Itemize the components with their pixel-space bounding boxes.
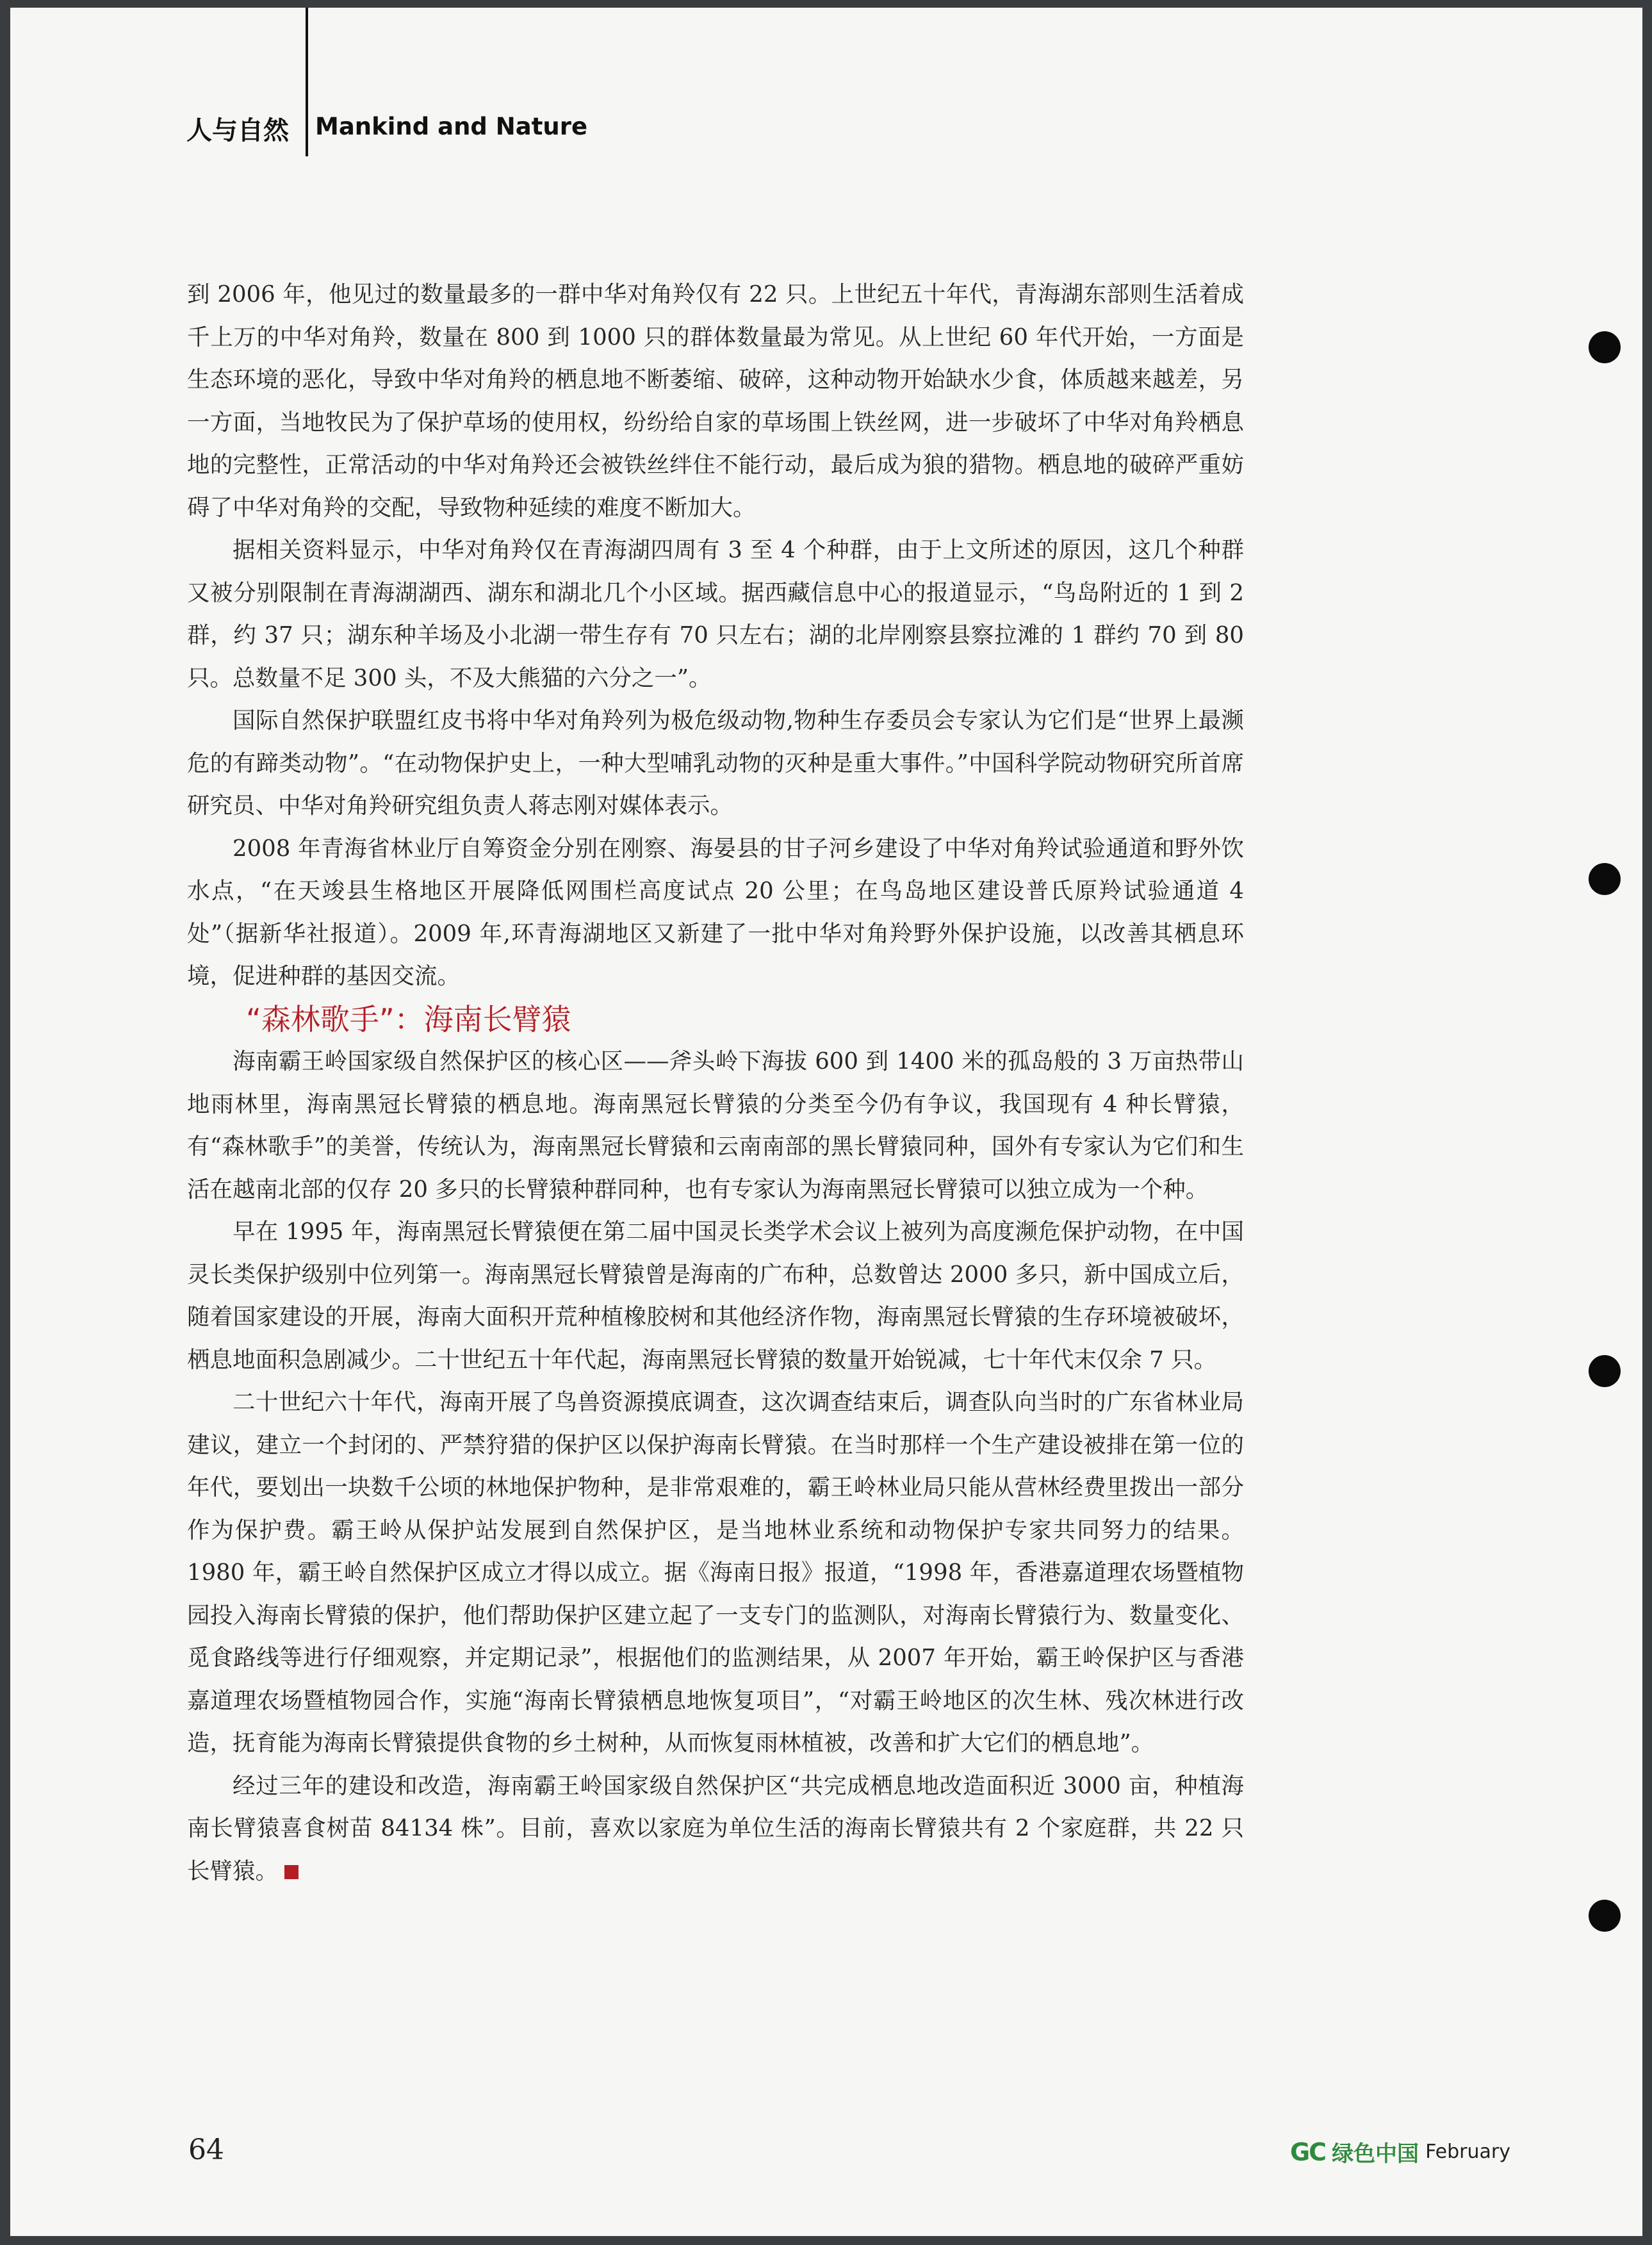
magazine-logo: GC — [1289, 2137, 1326, 2166]
end-of-article-mark — [284, 1865, 299, 1879]
paragraph-text: 经过三年的建设和改造，海南霸王岭国家级自然保护区“共完成栖息地改造面积近 3000 亩，种植海南长臂猿喜食树苗 84134 株”。目前，喜欢以家庭为单位生活的海南长臂猿共有 2 个家庭群，共 22 只长臂猿。 — [187, 1772, 1244, 1884]
final-paragraph — [187, 1765, 1244, 1893]
paragraph: 海南霸王岭国家级自然保护区的核心区——斧头岭下海拔 600 到 1400 米的孤岛般的 3 万亩热带山地雨林里，海南黑冠长臂猿的栖息地。海南黑冠长臂猿的分类至今仍有争议，我国现有 4 种长臂猿，有“森林歌手”的美誉，传统认为，海南黑冠长臂猿和云南南部的黑长臂猿同种，国外有专家认为它们和生活在越南北部的仅存 20 多只的长臂猿种群同种，也有专家认为海南黑冠长臂猿可以独立成为一个种。 — [187, 1048, 1244, 1203]
magazine-name: 绿色中国 — [1332, 2141, 1419, 2167]
article-body — [187, 274, 1244, 1893]
section-title-chinese: 人与自然 — [186, 116, 289, 145]
paragraph: 早在 1995 年，海南黑冠长臂猿便在第二届中国灵长类学术会议上被列为高度濒危保护动物，在中国灵长类保护级别中位列第一。海南黑冠长臂猿曾是海南的广布种，总数曾达 2000 多只，新中国成立后，随着国家建设的开展，海南大面积开荒种植橡胶树和其他经济作物，海南黑冠长臂猿的生存环境被破坏，栖息地面积急剧减少。二十世纪五十年代起，海南黑冠长臂猿的数量开始锐减，七十年代末仅余 7 只。 — [187, 1219, 1244, 1373]
magazine-page — [10, 8, 1642, 2236]
section-title-english: Mankind and Nature — [315, 113, 588, 140]
footer-masthead — [1290, 2136, 1510, 2167]
paragraph: 国际自然保护联盟红皮书将中华对角羚列为极危级动物,物种生存委员会专家认为它们是“世界上最濒危的有蹄类动物”。“在动物保护史上，一种大型哺乳动物的灭种是重大事件。”中国科学院动物研究所首席研究员、中华对角羚研究组负责人蒋志刚对媒体表示。 — [187, 707, 1244, 819]
binder-hole — [1589, 863, 1621, 895]
paragraph: 据相关资料显示，中华对角羚仅在青海湖四周有 3 至 4 个种群，由于上文所述的原因，这几个种群又被分别限制在青海湖湖西、湖东和湖北几个小区域。据西藏信息中心的报道显示，“鸟岛附近的 1 到 2 群，约 37 只；湖东种羊场及小北湖一带生存有 70 只左右；湖的北岸刚察县察拉滩的 1 群约 70 到 80 只。总数量不足 300 头，不及大熊猫的六分之一”。 — [187, 537, 1244, 691]
paragraph: 2008 年青海省林业厅自筹资金分别在刚察、海晏县的甘子河乡建设了中华对角羚试验通道和野外饮水点，“在天竣县生格地区开展降低网围栏高度试点 20 公里；在鸟岛地区建设普氏原羚试验通道 4 处”（据新华社报道）。2009 年,环青海湖地区又新建了一批中华对角羚野外保护设施，以改善其栖息环境，促进种群的基因交流。 — [187, 835, 1244, 989]
paragraph: 到 2006 年，他见过的数量最多的一群中华对角羚仅有 22 只。上世纪五十年代，青海湖东部则生活着成千上万的中华对角羚，数量在 800 到 1000 只的群体数量最为常见。从上世纪 60 年代开始，一方面是生态环境的恶化，导致中华对角羚的栖息地不断萎缩、破碎，这种动物开始缺水少食，体质越来越差，另一方面，当地牧民为了保护草场的使用权，纷纷给自家的草场围上铁丝网，进一步破坏了中华对角羚栖息地的完整性，正常活动的中华对角羚还会被铁丝绊住不能行动，最后成为狼的猎物。栖息地的破碎严重妨碍了中华对角羚的交配，导致物种延续的难度不断加大。 — [187, 281, 1244, 521]
issue-month: February — [1425, 2141, 1510, 2163]
binder-hole — [1589, 1355, 1621, 1387]
section-subheading: “森林歌手”：海南长臂猿 — [246, 1001, 571, 1037]
paragraph: 二十世纪六十年代，海南开展了鸟兽资源摸底调查，这次调查结束后，调查队向当时的广东省林业局建议，建立一个封闭的、严禁狩猎的保护区以保护海南长臂猿。在当时那样一个生产建设被排在第一位的年代，要划出一块数千公顷的林地保护物种，是非常艰难的，霸王岭林业局只能从营林经费里拨出一部分作为保护费。霸王岭从保护站发展到自然保护区，是当地林业系统和动物保护专家共同努力的结果。1980 年，霸王岭自然保护区成立才得以成立。据《海南日报》报道，“1998 年，香港嘉道理农场暨植物园投入海南长臂猿的保护，他们帮助保护区建立起了一支专门的监测队，对海南长臂猿行为、数量变化、觅食路线等进行仔细观察，并定期记录”，根据他们的监测结果，从 2007 年开始，霸王岭保护区与香港嘉道理农场暨植物园合作，实施“海南长臂猿栖息地恢复项目”，“对霸王岭地区的次生林、残次林进行改造，抚育能为海南长臂猿提供食物的乡土树种，从而恢复雨林植被，改善和扩大它们的栖息地”。 — [187, 1389, 1244, 1756]
binder-hole — [1589, 1900, 1621, 1932]
binder-hole — [1589, 331, 1621, 363]
header-divider — [306, 8, 308, 156]
page-number: 64 — [188, 2134, 224, 2166]
